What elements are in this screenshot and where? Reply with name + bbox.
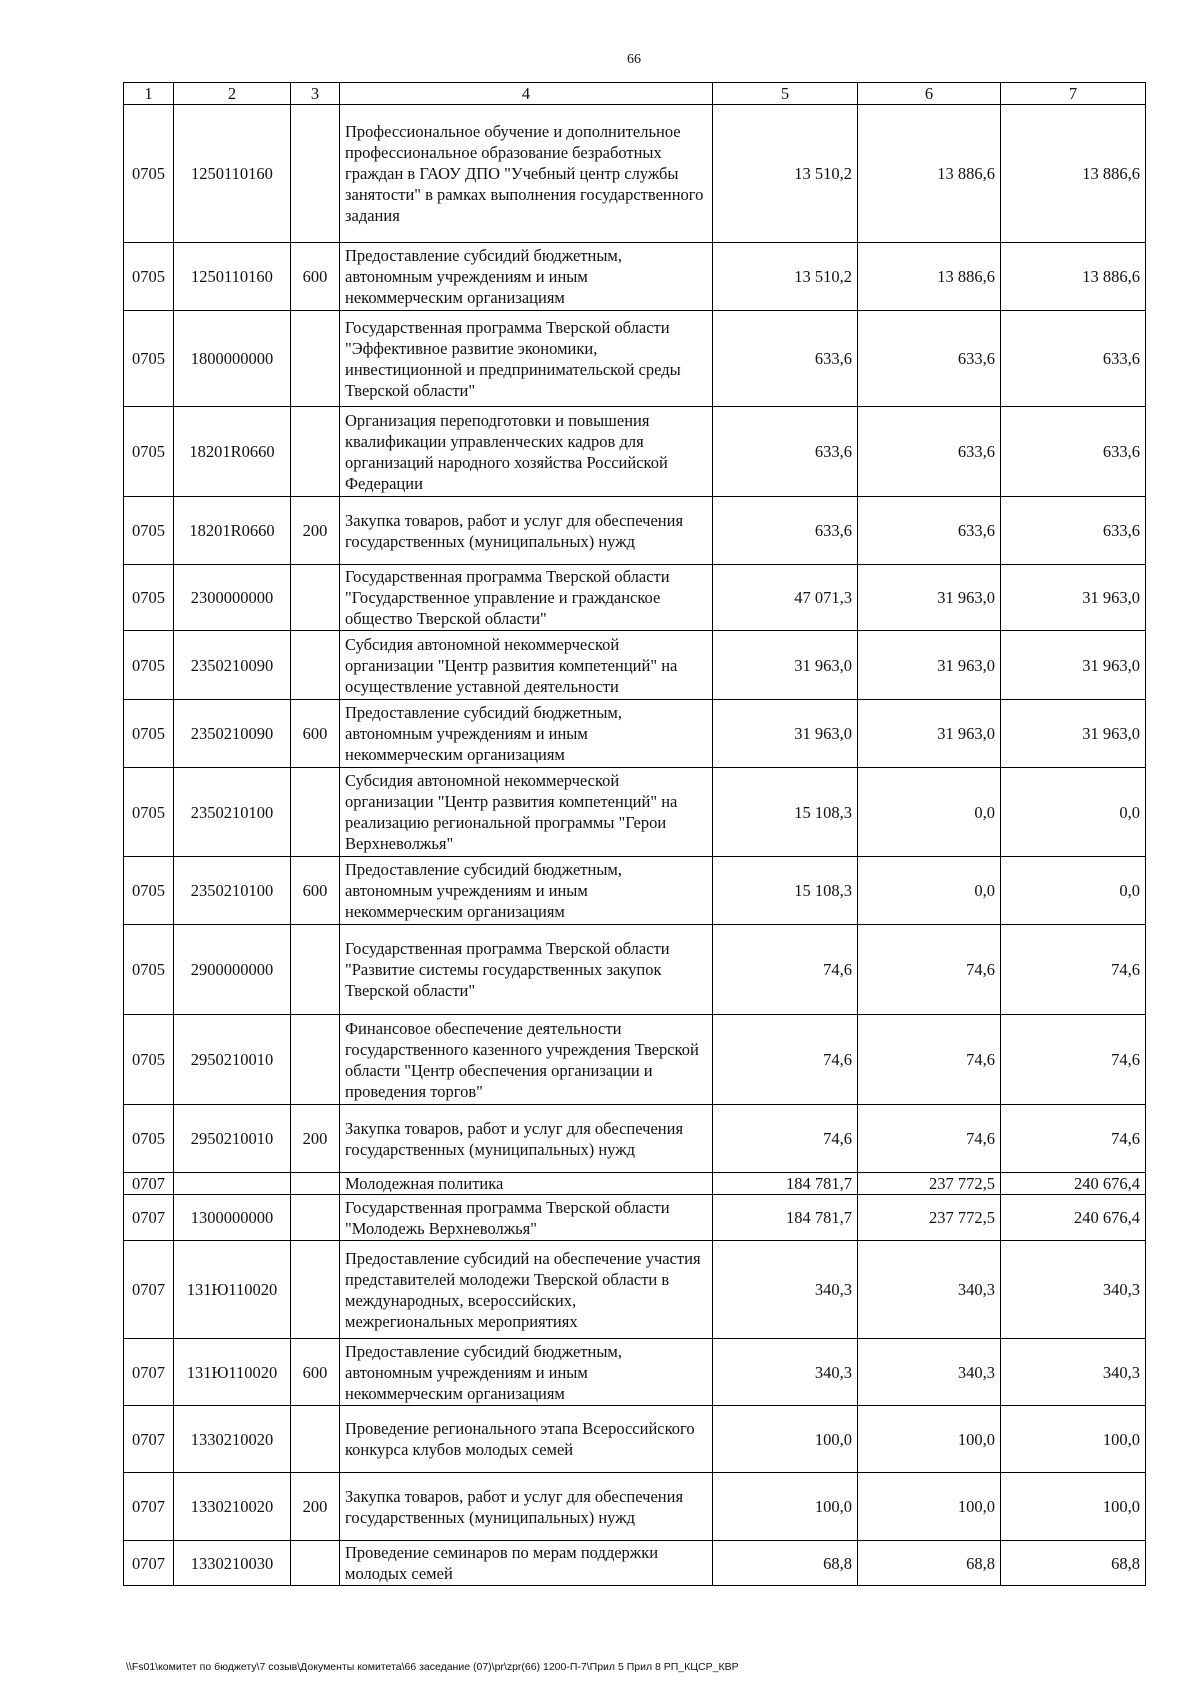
amount-col-6: 74,6 (858, 925, 1001, 1015)
page-number: 66 (627, 52, 641, 67)
section-code: 0705 (124, 700, 174, 768)
amount-col-7: 633,6 (1001, 497, 1146, 565)
amount-col-5: 184 781,7 (713, 1173, 858, 1195)
amount-col-7: 100,0 (1001, 1406, 1146, 1473)
amount-col-6: 340,3 (858, 1241, 1001, 1339)
amount-col-7: 0,0 (1001, 857, 1146, 925)
target-code: 2950210010 (174, 1105, 291, 1173)
table-row (124, 857, 1146, 925)
header-col-7: 7 (1001, 83, 1146, 105)
item-name: Предоставление субсидий бюджетным, автономным учреждениям и иным некоммерческим организациям (340, 243, 713, 311)
amount-col-6: 237 772,5 (858, 1195, 1001, 1241)
amount-col-5: 68,8 (713, 1541, 858, 1586)
section-code: 0707 (124, 1241, 174, 1339)
amount-col-6: 0,0 (858, 768, 1001, 857)
item-name: Закупка товаров, работ и услуг для обеспечения государственных (муниципальных) нужд (340, 497, 713, 565)
amount-col-5: 100,0 (713, 1473, 858, 1541)
item-name: Субсидия автономной некоммерческой организации "Центр развития компетенций" на осуществление уставной деятельности (340, 631, 713, 700)
amount-col-6: 100,0 (858, 1406, 1001, 1473)
expense-type-code (291, 1195, 340, 1241)
table-row (124, 768, 1146, 857)
section-code: 0707 (124, 1541, 174, 1586)
amount-col-6: 633,6 (858, 407, 1001, 497)
amount-col-5: 31 963,0 (713, 700, 858, 768)
target-code: 18201R0660 (174, 497, 291, 565)
item-name: Предоставление субсидий на обеспечение участия представителей молодежи Тверской области в международных, всероссийских, межрегиональных мероприятиях (340, 1241, 713, 1339)
section-code: 0705 (124, 1015, 174, 1105)
table-row (124, 1015, 1146, 1105)
amount-col-6: 68,8 (858, 1541, 1001, 1586)
section-code: 0705 (124, 497, 174, 565)
section-code: 0705 (124, 857, 174, 925)
target-code: 131Ю110020 (174, 1241, 291, 1339)
target-code: 2300000000 (174, 565, 291, 631)
target-code: 1330210020 (174, 1473, 291, 1541)
expense-type-code (291, 565, 340, 631)
item-name: Профессиональное обучение и дополнительное профессиональное образование безработных граждан в ГАОУ ДПО "Учебный центр службы занятости" в рамках выполнения государственного задания (340, 105, 713, 243)
expense-type-code: 200 (291, 1473, 340, 1541)
expense-type-code (291, 768, 340, 857)
table-row (124, 925, 1146, 1015)
amount-col-7: 74,6 (1001, 1015, 1146, 1105)
table-row (124, 631, 1146, 700)
table-row (124, 1105, 1146, 1173)
target-code: 1800000000 (174, 311, 291, 407)
amount-col-6: 633,6 (858, 311, 1001, 407)
target-code: 131Ю110020 (174, 1339, 291, 1406)
amount-col-5: 31 963,0 (713, 631, 858, 700)
table-row (124, 1173, 1146, 1195)
amount-col-7: 100,0 (1001, 1473, 1146, 1541)
amount-col-7: 240 676,4 (1001, 1195, 1146, 1241)
amount-col-5: 15 108,3 (713, 768, 858, 857)
amount-col-7: 74,6 (1001, 1105, 1146, 1173)
amount-col-7: 68,8 (1001, 1541, 1146, 1586)
table-row (124, 1241, 1146, 1339)
table-row (124, 243, 1146, 311)
table-row (124, 565, 1146, 631)
amount-col-5: 633,6 (713, 311, 858, 407)
item-name: Предоставление субсидий бюджетным, автономным учреждениям и иным некоммерческим организациям (340, 857, 713, 925)
section-code: 0705 (124, 768, 174, 857)
table-row (124, 407, 1146, 497)
header-col-4: 4 (340, 83, 713, 105)
table-row (124, 1406, 1146, 1473)
amount-col-7: 13 886,6 (1001, 243, 1146, 311)
expense-type-code (291, 1173, 340, 1195)
target-code: 1330210030 (174, 1541, 291, 1586)
table-row (124, 700, 1146, 768)
item-name: Закупка товаров, работ и услуг для обеспечения государственных (муниципальных) нужд (340, 1473, 713, 1541)
amount-col-5: 15 108,3 (713, 857, 858, 925)
item-name: Финансовое обеспечение деятельности государственного казенного учреждения Тверской области "Центр обеспечения организации и проведения торгов" (340, 1015, 713, 1105)
amount-col-7: 340,3 (1001, 1339, 1146, 1406)
expense-type-code: 600 (291, 1339, 340, 1406)
expense-type-code: 600 (291, 700, 340, 768)
expense-type-code: 600 (291, 857, 340, 925)
header-row (124, 83, 1146, 105)
budget-table (123, 82, 1146, 1586)
amount-col-6: 31 963,0 (858, 565, 1001, 631)
amount-col-5: 633,6 (713, 407, 858, 497)
item-name: Предоставление субсидий бюджетным, автономным учреждениям и иным некоммерческим организациям (340, 700, 713, 768)
expense-type-code: 200 (291, 497, 340, 565)
section-code: 0705 (124, 311, 174, 407)
target-code: 2350210100 (174, 857, 291, 925)
section-code: 0705 (124, 105, 174, 243)
amount-col-6: 340,3 (858, 1339, 1001, 1406)
expense-type-code (291, 631, 340, 700)
item-name: Проведение семинаров по мерам поддержки молодых семей (340, 1541, 713, 1586)
item-name: Организация переподготовки и повышения квалификации управленческих кадров для организаций народного хозяйства Российской Федерации (340, 407, 713, 497)
table-row (124, 105, 1146, 243)
header-col-2: 2 (174, 83, 291, 105)
item-name: Государственная программа Тверской области "Развитие системы государственных закупок Тверской области" (340, 925, 713, 1015)
amount-col-7: 633,6 (1001, 311, 1146, 407)
amount-col-6: 13 886,6 (858, 243, 1001, 311)
amount-col-5: 74,6 (713, 1105, 858, 1173)
amount-col-7: 240 676,4 (1001, 1173, 1146, 1195)
amount-col-7: 31 963,0 (1001, 700, 1146, 768)
header-col-3: 3 (291, 83, 340, 105)
amount-col-6: 237 772,5 (858, 1173, 1001, 1195)
expense-type-code (291, 1406, 340, 1473)
target-code: 2950210010 (174, 1015, 291, 1105)
expense-type-code (291, 1015, 340, 1105)
target-code: 1250110160 (174, 243, 291, 311)
amount-col-6: 100,0 (858, 1473, 1001, 1541)
table-row (124, 1473, 1146, 1541)
header-col-5: 5 (713, 83, 858, 105)
expense-type-code (291, 1541, 340, 1586)
table-row (124, 1195, 1146, 1241)
amount-col-5: 74,6 (713, 925, 858, 1015)
target-code: 2350210100 (174, 768, 291, 857)
target-code: 1300000000 (174, 1195, 291, 1241)
expense-type-code (291, 1241, 340, 1339)
target-code: 1250110160 (174, 105, 291, 243)
item-name: Государственная программа Тверской области "Государственное управление и гражданское общество Тверской области" (340, 565, 713, 631)
amount-col-5: 13 510,2 (713, 243, 858, 311)
header-col-1: 1 (124, 83, 174, 105)
amount-col-7: 74,6 (1001, 925, 1146, 1015)
item-name: Государственная программа Тверской области "Молодежь Верхневолжья" (340, 1195, 713, 1241)
amount-col-6: 0,0 (858, 857, 1001, 925)
section-code: 0705 (124, 1105, 174, 1173)
expense-type-code (291, 105, 340, 243)
amount-col-7: 31 963,0 (1001, 565, 1146, 631)
target-code: 1330210020 (174, 1406, 291, 1473)
target-code: 2350210090 (174, 700, 291, 768)
section-code: 0705 (124, 565, 174, 631)
table-row (124, 1339, 1146, 1406)
amount-col-5: 100,0 (713, 1406, 858, 1473)
amount-col-5: 74,6 (713, 1015, 858, 1105)
section-code: 0707 (124, 1173, 174, 1195)
section-code: 0705 (124, 925, 174, 1015)
amount-col-5: 340,3 (713, 1339, 858, 1406)
item-name: Молодежная политика (340, 1173, 713, 1195)
table-row (124, 1541, 1146, 1586)
section-code: 0707 (124, 1473, 174, 1541)
section-code: 0707 (124, 1339, 174, 1406)
section-code: 0705 (124, 631, 174, 700)
item-name: Субсидия автономной некоммерческой организации "Центр развития компетенций" на реализацию региональной программы "Герои Верхневолжья" (340, 768, 713, 857)
amount-col-7: 0,0 (1001, 768, 1146, 857)
header-col-6: 6 (858, 83, 1001, 105)
item-name: Проведение регионального этапа Всероссийского конкурса клубов молодых семей (340, 1406, 713, 1473)
target-code: 2900000000 (174, 925, 291, 1015)
amount-col-5: 340,3 (713, 1241, 858, 1339)
section-code: 0705 (124, 243, 174, 311)
amount-col-5: 184 781,7 (713, 1195, 858, 1241)
amount-col-6: 633,6 (858, 497, 1001, 565)
item-name: Предоставление субсидий бюджетным, автономным учреждениям и иным некоммерческим организациям (340, 1339, 713, 1406)
table-row (124, 311, 1146, 407)
table-row (124, 497, 1146, 565)
expense-type-code: 200 (291, 1105, 340, 1173)
amount-col-7: 340,3 (1001, 1241, 1146, 1339)
expense-type-code (291, 311, 340, 407)
target-code (174, 1173, 291, 1195)
amount-col-6: 74,6 (858, 1105, 1001, 1173)
amount-col-7: 31 963,0 (1001, 631, 1146, 700)
amount-col-5: 13 510,2 (713, 105, 858, 243)
section-code: 0705 (124, 407, 174, 497)
expense-type-code (291, 925, 340, 1015)
target-code: 2350210090 (174, 631, 291, 700)
section-code: 0707 (124, 1406, 174, 1473)
amount-col-6: 13 886,6 (858, 105, 1001, 243)
amount-col-6: 74,6 (858, 1015, 1001, 1105)
amount-col-6: 31 963,0 (858, 631, 1001, 700)
amount-col-6: 31 963,0 (858, 700, 1001, 768)
expense-type-code: 600 (291, 243, 340, 311)
target-code: 18201R0660 (174, 407, 291, 497)
amount-col-7: 633,6 (1001, 407, 1146, 497)
expense-type-code (291, 407, 340, 497)
footer-file-path: \\Fs01\комитет по бюджету\7 созыв\Документы комитета\66 заседание (07)\pr\zpr(66) 1200-П-7\Прил 5 Прил 8 РП_КЦСР_КВР (126, 1661, 739, 1673)
amount-col-5: 633,6 (713, 497, 858, 565)
item-name: Государственная программа Тверской области "Эффективное развитие экономики, инвестиционной и предпринимательской среды Тверской области" (340, 311, 713, 407)
section-code: 0707 (124, 1195, 174, 1241)
amount-col-5: 47 071,3 (713, 565, 858, 631)
amount-col-7: 13 886,6 (1001, 105, 1146, 243)
item-name: Закупка товаров, работ и услуг для обеспечения государственных (муниципальных) нужд (340, 1105, 713, 1173)
